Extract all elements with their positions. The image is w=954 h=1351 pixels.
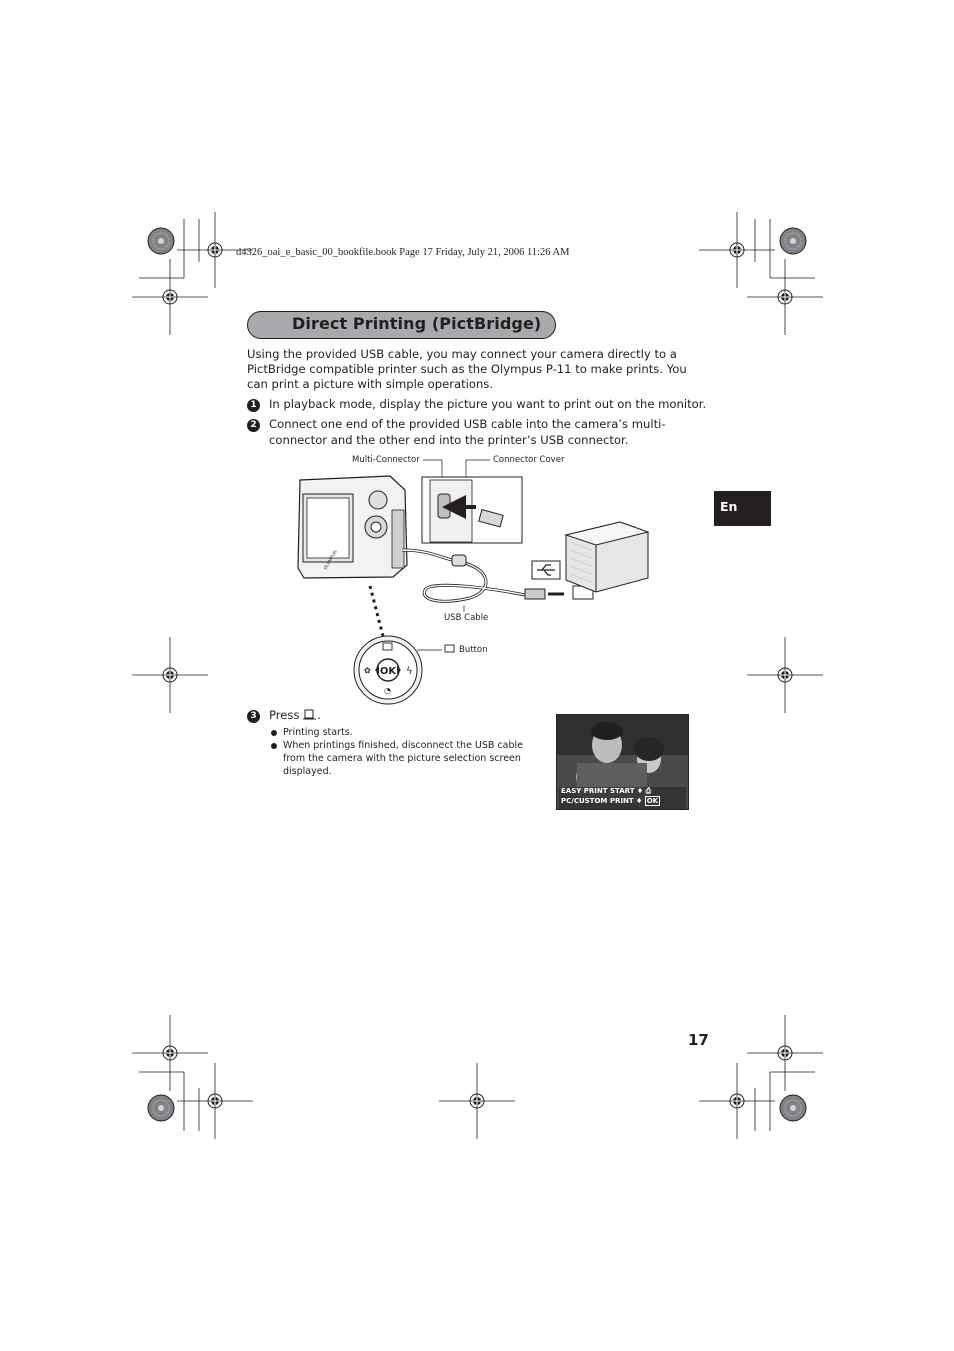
svg-text:✿: ✿ — [364, 666, 371, 675]
connector-closeup — [422, 477, 522, 543]
print-icon — [445, 645, 454, 652]
print-menu-overlay: EASY PRINT START ♦ ⎙ PC/CUSTOM PRINT ♦ OK — [559, 787, 686, 809]
label-usb-cable: USB Cable — [444, 613, 489, 623]
print-icon — [303, 709, 317, 720]
step-text: Connect one end of the provided USB cable into the camera’s multi-connector and the other end into the printer’s USB connector. — [269, 417, 666, 447]
step-number: 1 — [247, 399, 260, 412]
file-header: d4326_oai_e_basic_00_bookfile.book Page 17 Friday, July 21, 2006 11:26 AM — [236, 247, 570, 258]
step-text-period: . — [317, 708, 321, 722]
page-number: 17 — [688, 1031, 709, 1049]
label-print-button: Button — [459, 645, 488, 655]
list-item: When printings finished, disconnect the USB cable from the camera with the picture selection screen displayed. — [270, 739, 530, 778]
ok-label: OK — [646, 796, 659, 805]
arrow-pad-illustration — [354, 636, 422, 704]
usb-symbol-icon — [532, 561, 560, 579]
ok-label: OK — [379, 666, 397, 677]
section-title: Direct Printing (PictBridge) — [292, 314, 542, 333]
svg-text:◔: ◔ — [384, 686, 391, 695]
step3-bullet-list — [270, 726, 530, 778]
label-connector-cover: Connector Cover — [493, 455, 565, 465]
printer-illustration — [566, 522, 648, 592]
step-2 — [247, 416, 707, 447]
language-tab: En — [714, 491, 771, 526]
camera-illustration — [298, 476, 407, 578]
step-1 — [247, 396, 707, 412]
step-number: 3 — [247, 710, 260, 723]
camera-brand: OLYMPUS — [322, 549, 338, 571]
svg-text:ϟ: ϟ — [406, 666, 413, 677]
list-item: Printing starts. — [270, 726, 530, 739]
connection-illustration — [290, 450, 670, 710]
label-multi-connector: Multi-Connector — [352, 455, 420, 465]
step-text: Press — [269, 708, 300, 722]
step-text: In playback mode, display the picture you want to print out on the monitor. — [269, 397, 707, 411]
menu-custom-print: PC/CUSTOM PRINT — [561, 796, 634, 805]
step-number: 2 — [247, 419, 260, 432]
intro-paragraph: Using the provided USB cable, you may connect your camera directly to a PictBridge compatible printer such as the Olympus P-11 to make prints. You can print a picture with simple operations. — [247, 347, 687, 391]
menu-easy-print: EASY PRINT START — [561, 787, 635, 795]
camera-screen-photo — [556, 714, 689, 810]
